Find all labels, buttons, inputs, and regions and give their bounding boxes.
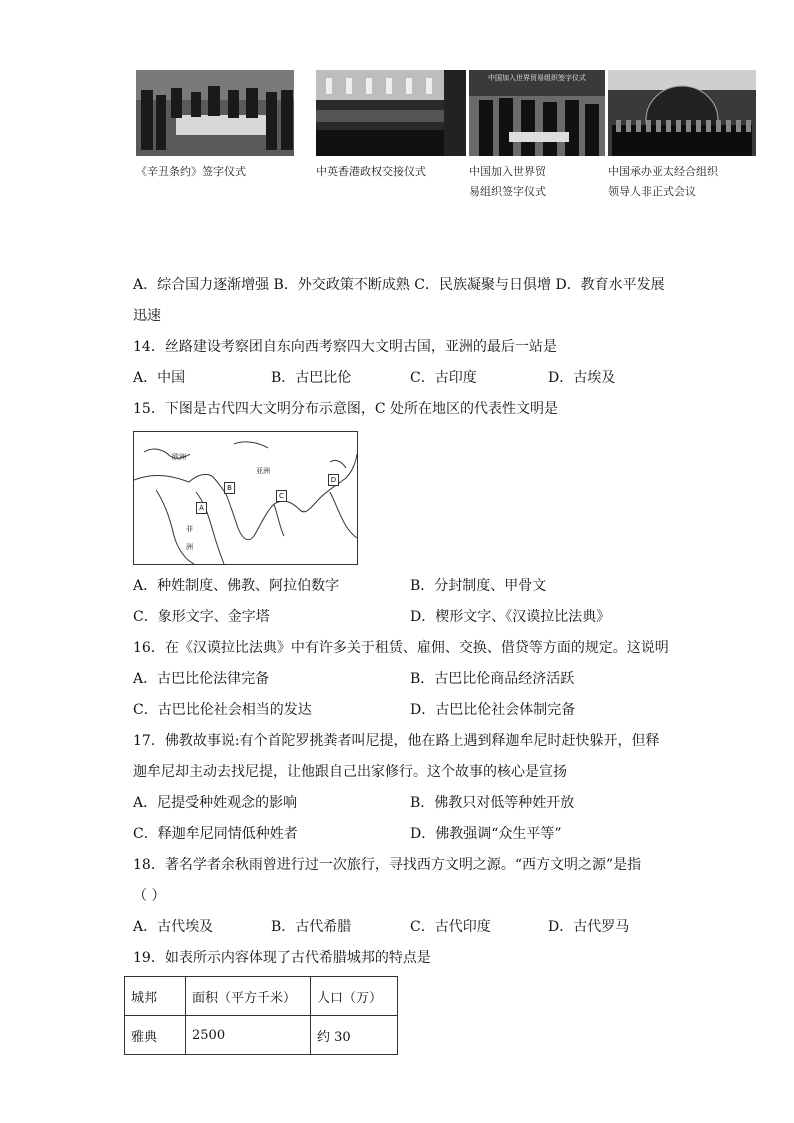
q13-options-line-cont: 迅速 xyxy=(133,308,161,324)
map-marker-b: B xyxy=(224,482,235,494)
map-label-asia: 亚洲 xyxy=(256,467,270,475)
map-label-europe: 欧洲 xyxy=(172,453,186,461)
city-state-table xyxy=(124,976,398,1055)
q16-option-c[interactable]: C．古巴比伦社会相当的发达 xyxy=(133,702,312,718)
q19-stem: 19．如表所示内容体现了古代希腊城邦的特点是 xyxy=(133,950,431,966)
photo-image xyxy=(608,70,756,156)
q15-option-a[interactable]: A．种姓制度、佛教、阿拉伯数字 xyxy=(133,578,340,594)
photo-image xyxy=(316,70,466,156)
table-header-cell: 城邦 xyxy=(125,977,186,1016)
photo-caption: 《辛丑条约》签字仪式 xyxy=(136,165,246,178)
photo-caption-line: 易组织签字仪式 xyxy=(469,185,546,198)
table-header-cell: 人口（万） xyxy=(311,977,398,1016)
map-outline xyxy=(134,432,357,564)
photo-apec-meeting xyxy=(608,70,756,202)
q18-option-b[interactable]: B．古代希腊 xyxy=(271,919,352,935)
q18-stem-line2: （ ） xyxy=(133,888,166,904)
photo-image xyxy=(136,70,294,156)
q18-option-d[interactable]: D．古代罗马 xyxy=(548,919,630,935)
q15-option-c[interactable]: C．象形文字、金字塔 xyxy=(133,609,270,625)
photo-image xyxy=(469,70,605,156)
q15-option-b[interactable]: B．分封制度、甲骨文 xyxy=(410,578,547,594)
q18-stem-line1: 18．著名学者余秋雨曾进行过一次旅行，寻找西方文明之源。“西方文明之源”是指 xyxy=(133,857,642,873)
map-marker-c: C xyxy=(276,490,287,502)
q14-stem: 14．丝路建设考察团自东向西考察四大文明古国，亚洲的最后一站是 xyxy=(133,339,557,355)
photo-caption-line: 中国承办亚太经合组织 xyxy=(608,165,718,178)
q18-option-c[interactable]: C．古代印度 xyxy=(410,919,491,935)
photo-caption xyxy=(608,162,756,202)
table-cell: 2500 xyxy=(186,1016,311,1055)
photo-wto-signing xyxy=(469,70,605,202)
civilizations-map xyxy=(133,431,358,565)
q17-stem-line1: 17．佛教故事说:有个首陀罗挑粪者叫尼提，他在路上遇到释迦牟尼时赶快躲开，但释 xyxy=(133,733,660,749)
q16-option-a[interactable]: A．古巴比伦法律完备 xyxy=(133,671,270,687)
map-marker-a: A xyxy=(196,502,207,514)
q15-option-d[interactable]: D．楔形文字、《汉谟拉比法典》 xyxy=(410,609,611,625)
q18-option-a[interactable]: A．古代埃及 xyxy=(133,919,214,935)
q14-option-c[interactable]: C．古印度 xyxy=(410,370,477,386)
q17-stem-line2: 迦牟尼却主动去找尼提，让他跟自己出家修行。这个故事的核心是宣扬 xyxy=(133,764,567,780)
q16-stem: 16．在《汉谟拉比法典》中有许多关于租赁、雇佣、交换、借贷等方面的规定。这说明 xyxy=(133,640,669,656)
photo-xinchou-treaty xyxy=(136,70,294,182)
map-marker-d: D xyxy=(328,474,339,486)
table-header-row xyxy=(125,977,398,1016)
q17-option-c[interactable]: C．释迦牟尼同情低种姓者 xyxy=(133,826,298,842)
photo-row xyxy=(136,70,756,210)
q13-options-line: A．综合国力逐渐增强 B．外交政策不断成熟 C．民族凝聚与日俱增 D．教育水平发展 xyxy=(133,277,665,293)
table-cell: 雅典 xyxy=(125,1016,186,1055)
table-row xyxy=(125,1016,398,1055)
photo-caption-line: 中国加入世界贸 xyxy=(469,165,546,178)
q14-option-a[interactable]: A．中国 xyxy=(133,370,186,386)
q17-option-d[interactable]: D．佛教强调“众生平等” xyxy=(410,826,562,842)
q17-option-b[interactable]: B．佛教只对低等种姓开放 xyxy=(410,795,575,811)
photo-caption xyxy=(469,162,605,202)
map-label-africa-2: 洲 xyxy=(186,543,193,551)
table-header-cell: 面积（平方千米） xyxy=(186,977,311,1016)
photo-hongkong-handover xyxy=(316,70,466,182)
photo-caption-line: 领导人非正式会议 xyxy=(608,185,696,198)
q15-stem: 15．下图是古代四大文明分布示意图，C 处所在地区的代表性文明是 xyxy=(133,401,558,417)
table-cell: 约 30 xyxy=(311,1016,398,1055)
map-label-africa-1: 非 xyxy=(186,525,193,533)
q14-option-d[interactable]: D．古埃及 xyxy=(548,370,616,386)
q16-option-b[interactable]: B．古巴比伦商品经济活跃 xyxy=(410,671,575,687)
photo-caption: 中英香港政权交接仪式 xyxy=(316,165,426,178)
photo-banner-text: 中国加入世界贸易组织签字仪式 xyxy=(488,74,586,82)
q16-option-d[interactable]: D．古巴比伦社会体制完备 xyxy=(410,702,576,718)
q14-option-b[interactable]: B．古巴比伦 xyxy=(271,370,352,386)
q17-option-a[interactable]: A．尼提受种姓观念的影响 xyxy=(133,795,298,811)
